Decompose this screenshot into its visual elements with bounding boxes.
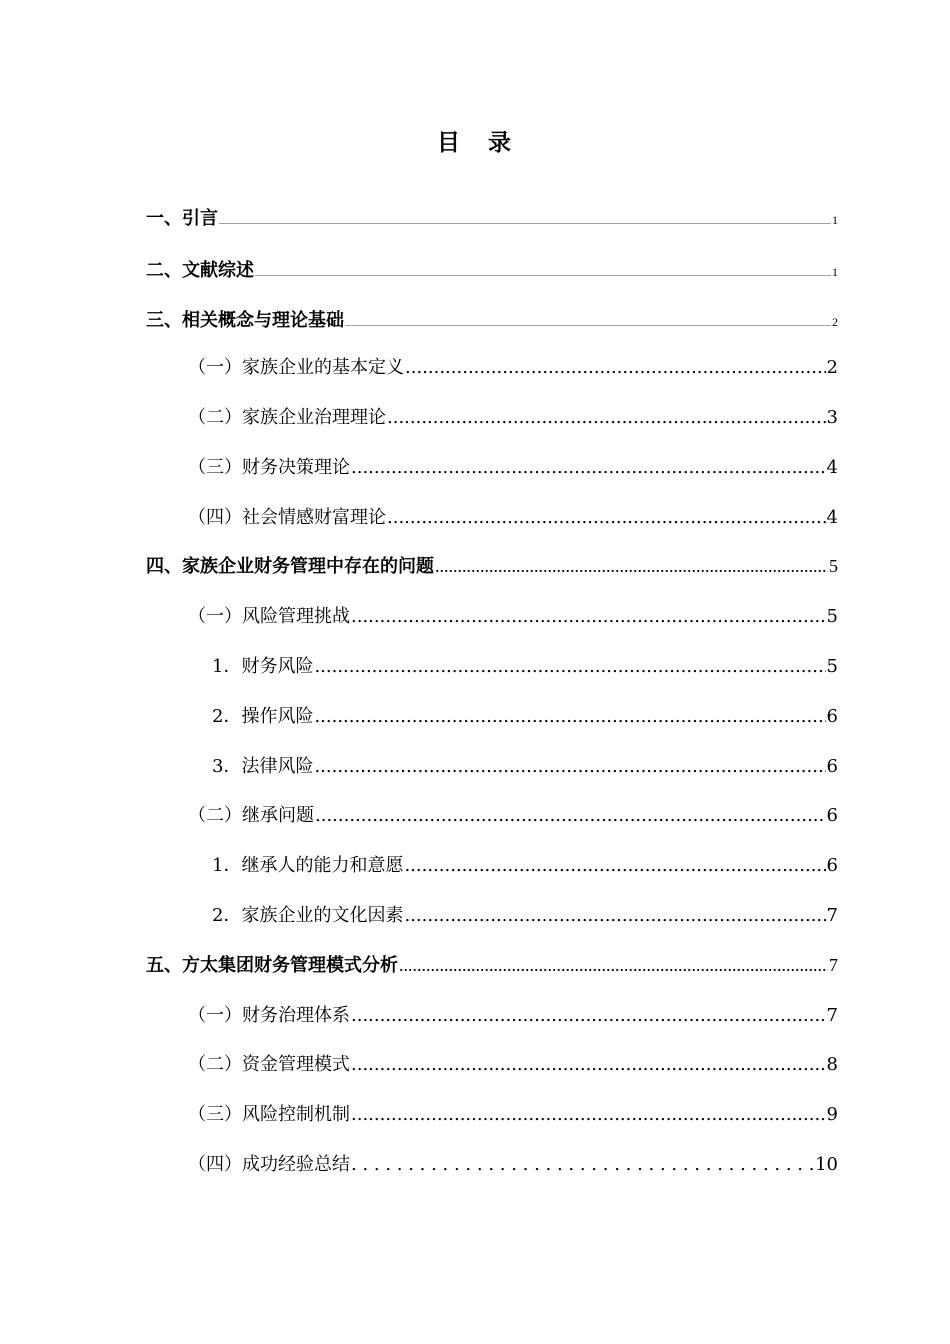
page-title (0, 124, 950, 157)
toc-entry[interactable] (188, 353, 838, 379)
toc-page-number: 7 (826, 905, 838, 926)
toc-entry-label: （二）资金管理模式 (188, 1054, 350, 1075)
toc-page-number: 7 (826, 1005, 838, 1026)
toc-entry[interactable] (146, 204, 838, 230)
dot-leader (314, 706, 825, 727)
toc-entry[interactable] (188, 1100, 838, 1126)
toc-entry-label: （四）成功经验总结 (188, 1154, 350, 1175)
toc-page-number: 4 (826, 507, 838, 528)
toc-entry-label: （一）家族企业的基本定义 (188, 357, 404, 378)
toc-entry-label: 1．财务风险 (212, 656, 314, 677)
toc-entry-label: （四）社会情感财富理论 (188, 507, 386, 528)
toc-entry[interactable] (146, 951, 838, 977)
toc-entry-label: 三、相关概念与理论基础 (146, 310, 344, 331)
toc-entry-label: 3．法律风险 (212, 756, 314, 777)
toc-entry[interactable] (188, 403, 838, 429)
title-char-2: 录 (488, 130, 513, 156)
toc-entry[interactable] (212, 702, 838, 728)
dot-leader (404, 905, 825, 926)
dot-leader (387, 507, 826, 528)
toc-page-number: 5 (826, 656, 838, 677)
toc-entry[interactable] (212, 901, 838, 927)
toc-entry[interactable] (146, 552, 838, 578)
toc-page-number: 6 (826, 855, 838, 876)
toc-page-number: 4 (826, 457, 838, 478)
toc-entry-label: （二）继承问题 (188, 805, 314, 826)
toc-entry[interactable] (212, 652, 838, 678)
dot-leader (345, 319, 831, 328)
toc-entry-label: 一、引言 (146, 208, 218, 229)
toc-page-number: 1 (832, 213, 838, 227)
title-char-1: 目 (437, 130, 462, 156)
dot-leader (314, 656, 825, 677)
toc-entry-label: 四、家族企业财务管理中存在的问题 (146, 556, 434, 577)
toc-entry[interactable] (188, 503, 838, 529)
toc-entry[interactable] (188, 1150, 838, 1176)
dot-leader (351, 1104, 826, 1125)
toc-entry[interactable] (188, 801, 838, 827)
toc-entry[interactable] (212, 851, 838, 877)
toc-entry-label: （三）财务决策理论 (188, 457, 350, 478)
dot-leader (404, 855, 825, 876)
toc-entry[interactable] (188, 1001, 838, 1027)
dot-leader (387, 407, 826, 428)
toc-entry-label: 五、方太集团财务管理模式分析 (146, 955, 398, 976)
toc-page-number: 6 (826, 805, 838, 826)
toc-entry-label: 1．继承人的能力和意愿 (212, 855, 404, 876)
dot-leader (219, 217, 831, 226)
toc-page-number: 6 (826, 706, 838, 727)
toc-page-number: 5 (826, 606, 838, 627)
dot-leader (435, 556, 828, 577)
toc-entry-label: （一）风险管理挑战 (188, 606, 350, 627)
toc-page-number: 5 (829, 556, 838, 576)
dot-leader (314, 756, 825, 777)
toc-page-number: 3 (826, 407, 838, 428)
toc-entry[interactable] (188, 1050, 838, 1076)
dot-leader (405, 357, 826, 378)
dot-leader (399, 955, 828, 976)
toc-entry[interactable] (146, 306, 838, 332)
toc-entry-label: （一）财务治理体系 (188, 1005, 350, 1026)
toc-entry[interactable] (146, 256, 838, 282)
toc-page-number: 6 (826, 756, 838, 777)
dot-leader (351, 1054, 826, 1075)
toc-page-number: 2 (832, 315, 838, 329)
toc-entry-label: （三）风险控制机制 (188, 1104, 350, 1125)
toc-page-number: 8 (826, 1054, 838, 1075)
toc-page-number: 2 (826, 357, 838, 378)
toc-page-number: 10 (815, 1154, 838, 1175)
toc-entry[interactable] (212, 752, 838, 778)
toc-entry-label: 2．操作风险 (212, 706, 314, 727)
dot-leader (315, 805, 826, 826)
toc-entry-label: （二）家族企业治理理论 (188, 407, 386, 428)
dot-leader (255, 269, 831, 278)
dot-leader (351, 457, 826, 478)
toc-page-number: 1 (832, 265, 838, 279)
toc-page-number: 7 (829, 955, 838, 975)
toc-page-number: 9 (826, 1104, 838, 1125)
dot-leader (351, 1005, 826, 1026)
toc-entry-label: 2．家族企业的文化因素 (212, 905, 404, 926)
toc-entry-label: 二、文献综述 (146, 260, 254, 281)
dot-leader (351, 1154, 814, 1175)
dot-leader (351, 606, 826, 627)
toc-entry[interactable] (188, 602, 838, 628)
toc-entry[interactable] (188, 453, 838, 479)
